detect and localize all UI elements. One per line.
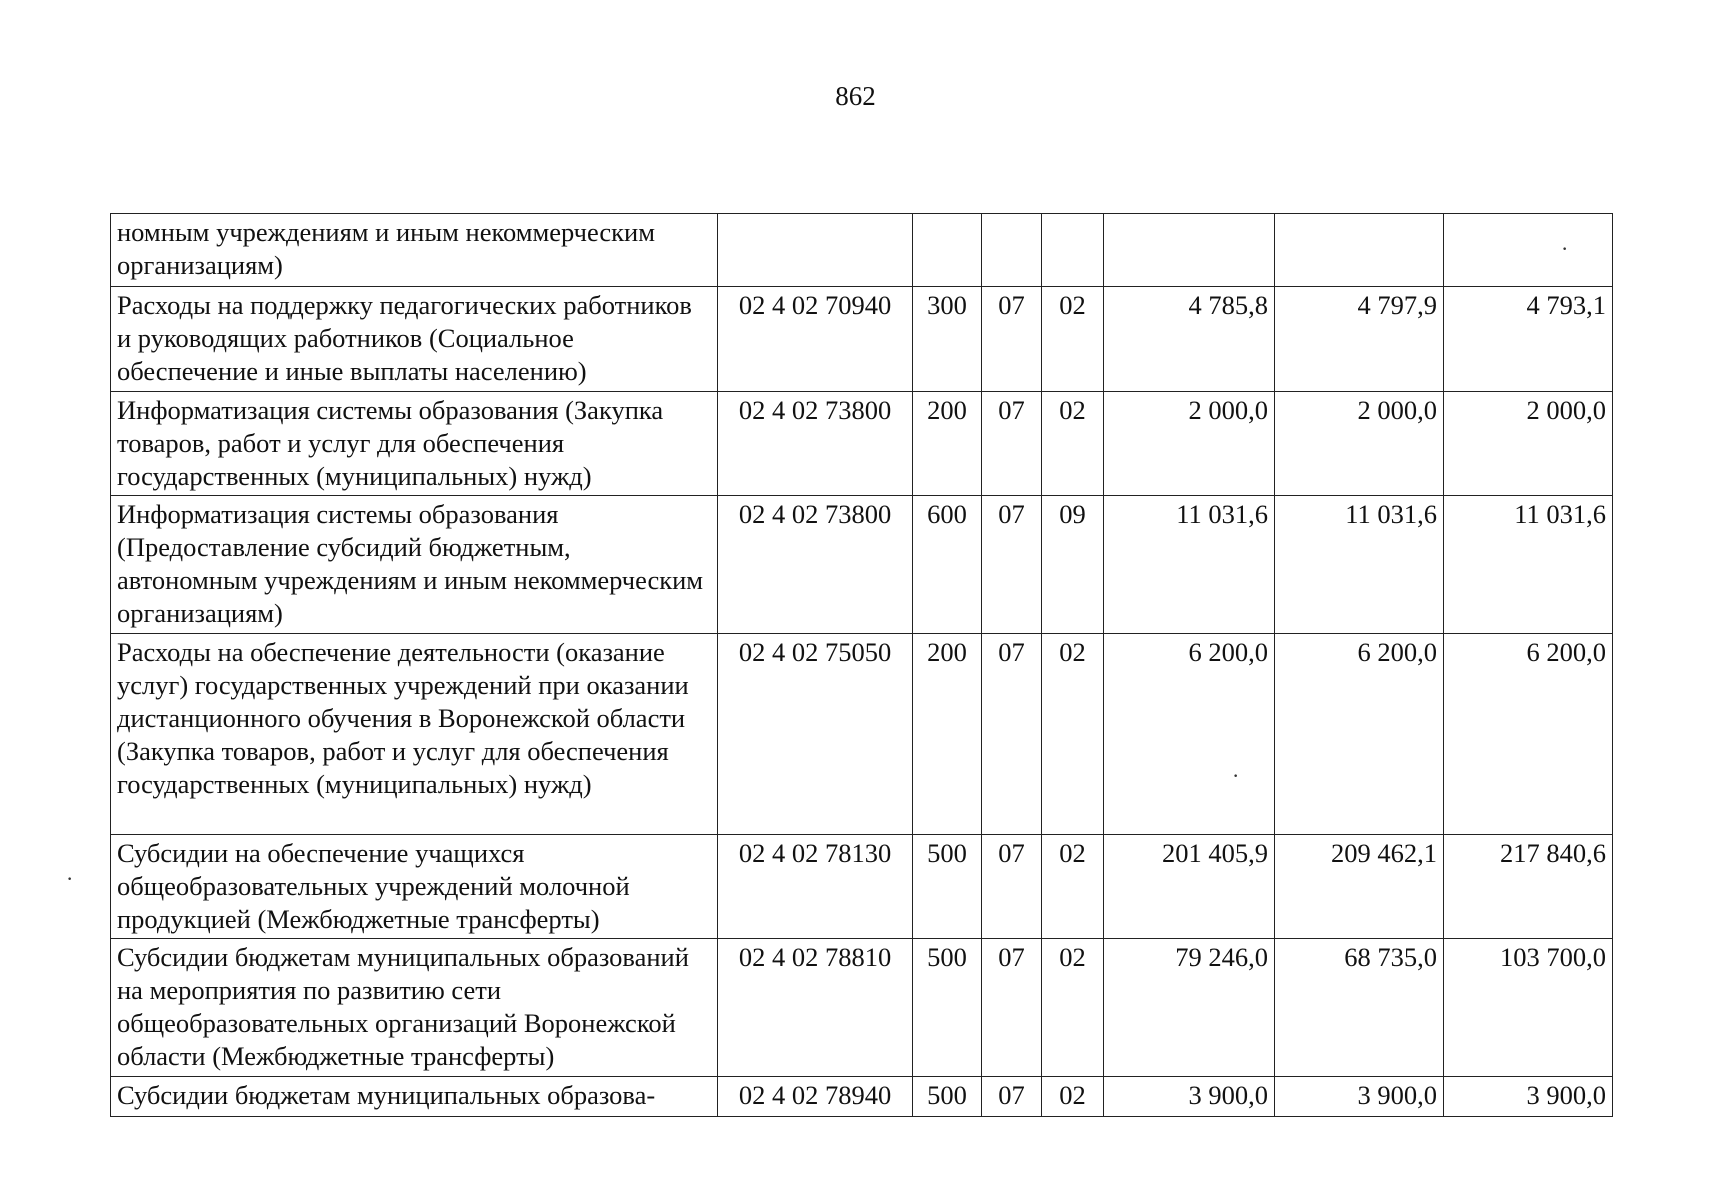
table-row: [111, 634, 1613, 835]
row-name-cell: номным учреждениям и иным некоммерческим организациям): [111, 214, 718, 287]
amount-year3-cell: 4 793,1: [1444, 287, 1613, 392]
row-name-cell: Субсидии на обеспечение учащихся общеобразовательных учреждений молочной продукцией (Межбюджетные трансферты): [111, 835, 718, 939]
target-code-cell: 02 4 02 70940: [718, 287, 913, 392]
page-number: 862: [835, 81, 876, 111]
amount-year2-cell: 11 031,6: [1275, 496, 1444, 634]
expense-type-cell: [913, 214, 982, 287]
amount-year3-cell: 6 200,0: [1444, 634, 1613, 835]
amount-year3-cell: 11 031,6: [1444, 496, 1613, 634]
row-name-cell: Информатизация системы образования (Предоставление субсидий бюджетным, автономным учреждениям и иным некоммерческим организациям): [111, 496, 718, 634]
expense-type-cell: 500: [913, 1077, 982, 1117]
subsection-cell: 02: [1042, 634, 1104, 835]
section-cell: [982, 214, 1042, 287]
table-row: [111, 835, 1613, 939]
amount-year1-cell: 201 405,9: [1104, 835, 1275, 939]
scan-speck: ·: [66, 866, 74, 891]
amount-year1-cell: 3 900,0: [1104, 1077, 1275, 1117]
target-code-cell: 02 4 02 75050: [718, 634, 913, 835]
expense-type-cell: 500: [913, 939, 982, 1077]
section-cell: 07: [982, 392, 1042, 496]
scan-speck: ·: [1232, 763, 1240, 788]
section-cell: 07: [982, 287, 1042, 392]
subsection-cell: 02: [1042, 1077, 1104, 1117]
row-name-cell: Субсидии бюджетам муниципальных образова-: [111, 1077, 718, 1117]
section-cell: 07: [982, 634, 1042, 835]
table-row: [111, 496, 1613, 634]
amount-year1-cell: 11 031,6: [1104, 496, 1275, 634]
target-code-cell: 02 4 02 73800: [718, 392, 913, 496]
table-row: [111, 939, 1613, 1077]
subsection-cell: 02: [1042, 835, 1104, 939]
amount-year3-cell: 217 840,6: [1444, 835, 1613, 939]
subsection-cell: 02: [1042, 939, 1104, 1077]
row-name-cell: Расходы на поддержку педагогических работников и руководящих работников (Социальное обеспечение и иные выплаты населению): [111, 287, 718, 392]
table-row: [111, 214, 1613, 287]
amount-year1-cell: 4 785,8: [1104, 287, 1275, 392]
budget-table: [110, 213, 1613, 1117]
target-code-cell: 02 4 02 78130: [718, 835, 913, 939]
section-cell: 07: [982, 496, 1042, 634]
amount-year2-cell: 209 462,1: [1275, 835, 1444, 939]
amount-year1-cell: 2 000,0: [1104, 392, 1275, 496]
amount-year1-cell: [1104, 214, 1275, 287]
target-code-cell: 02 4 02 78810: [718, 939, 913, 1077]
expense-type-cell: 200: [913, 392, 982, 496]
amount-year3-cell: 2 000,0: [1444, 392, 1613, 496]
section-cell: 07: [982, 835, 1042, 939]
amount-year2-cell: 68 735,0: [1275, 939, 1444, 1077]
target-code-cell: 02 4 02 78940: [718, 1077, 913, 1117]
expense-type-cell: 500: [913, 835, 982, 939]
amount-year2-cell: 2 000,0: [1275, 392, 1444, 496]
section-cell: 07: [982, 939, 1042, 1077]
amount-year2-cell: 6 200,0: [1275, 634, 1444, 835]
amount-year3-cell: 3 900,0: [1444, 1077, 1613, 1117]
section-cell: 07: [982, 1077, 1042, 1117]
row-name-cell: Информатизация системы образования (Закупка товаров, работ и услуг для обеспечения государственных (муниципальных) нужд): [111, 392, 718, 496]
target-code-cell: 02 4 02 73800: [718, 496, 913, 634]
row-name-cell: Субсидии бюджетам муниципальных образований на мероприятия по развитию сети общеобразовательных организаций Воронежской области (Межбюджетные трансферты): [111, 939, 718, 1077]
amount-year3-cell: 103 700,0: [1444, 939, 1613, 1077]
amount-year3-cell: [1444, 214, 1613, 287]
subsection-cell: 02: [1042, 392, 1104, 496]
amount-year1-cell: 6 200,0: [1104, 634, 1275, 835]
amount-year1-cell: 79 246,0: [1104, 939, 1275, 1077]
subsection-cell: 02: [1042, 287, 1104, 392]
expense-type-cell: 600: [913, 496, 982, 634]
amount-year2-cell: 4 797,9: [1275, 287, 1444, 392]
table-row: [111, 392, 1613, 496]
table-row: [111, 287, 1613, 392]
expense-type-cell: 200: [913, 634, 982, 835]
amount-year2-cell: [1275, 214, 1444, 287]
subsection-cell: 09: [1042, 496, 1104, 634]
row-name-cell: Расходы на обеспечение деятельности (оказание услуг) государственных учреждений при оказании дистанционного обучения в Воронежской области (Закупка товаров, работ и услуг для обеспечения государственных (муниципальных) нужд): [111, 634, 718, 835]
amount-year2-cell: 3 900,0: [1275, 1077, 1444, 1117]
table-row: [111, 1077, 1613, 1117]
subsection-cell: [1042, 214, 1104, 287]
expense-type-cell: 300: [913, 287, 982, 392]
target-code-cell: [718, 214, 913, 287]
scan-speck: ·: [1561, 236, 1569, 261]
